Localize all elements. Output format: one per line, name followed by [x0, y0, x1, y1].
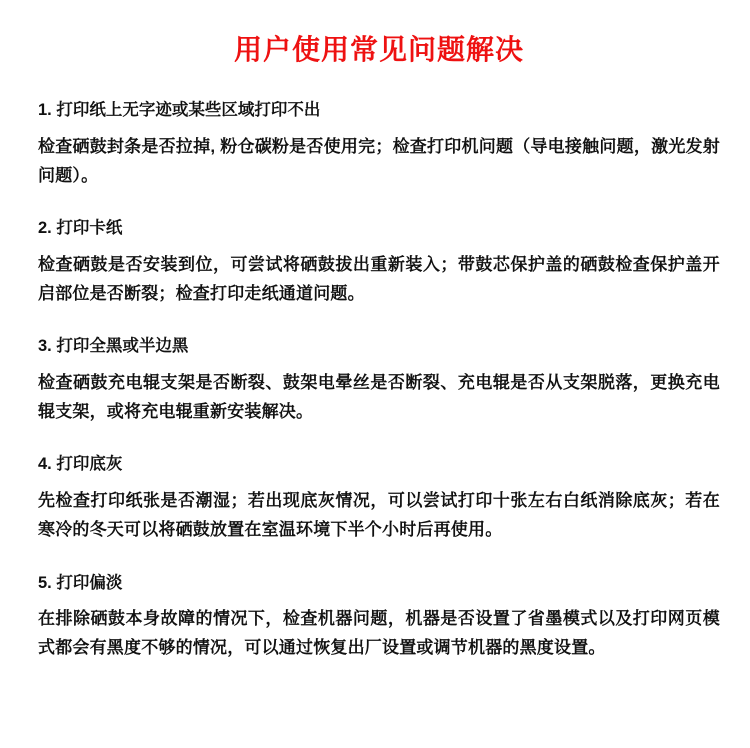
faq-item: [38, 452, 720, 544]
faq-answer: 先检查打印纸张是否潮湿；若出现底灰情况，可以尝试打印十张左右白纸消除底灰；若在寒冷的冬天可以将硒鼓放置在室温环境下半个小时后再使用。: [38, 491, 720, 540]
page-title: 用户使用常见问题解决: [233, 34, 524, 65]
faq-question: 3. 打印全黑或半边黑: [38, 337, 189, 356]
faq-question: 2. 打印卡纸: [38, 219, 123, 238]
faq-item: [38, 98, 720, 190]
faq-answer: 在排除硒鼓本身故障的情况下，检查机器问题，机器是否设置了省墨模式以及打印网页模式都会有黑度不够的情况，可以通过恢复出厂设置或调节机器的黑度设置。: [38, 609, 720, 658]
faq-item: [38, 216, 720, 308]
faq-item: [38, 334, 720, 426]
faq-answer: 检查硒鼓是否安装到位，可尝试将硒鼓拔出重新装入；带鼓芯保护盖的硒鼓检查保护盖开启部位是否断裂；检查打印走纸通道问题。: [38, 254, 720, 304]
faq-answer: 检查硒鼓充电辊支架是否断裂、鼓架电晕丝是否断裂、充电辊是否从支架脱落，更换充电辊支架，或将充电辊重新安装解决。: [38, 373, 720, 422]
faq-question: 1. 打印纸上无字迹或某些区域打印不出: [38, 101, 321, 120]
faq-question: 5. 打印偏淡: [38, 573, 123, 592]
faq-item: [38, 571, 720, 663]
faq-question: 4. 打印底灰: [38, 455, 123, 474]
faq-answer: 检查硒鼓封条是否拉掉, 粉仓碳粉是否使用完；检查打印机问题（导电接触问题，激光发射问题）。: [38, 136, 720, 186]
faq-list: [38, 98, 720, 662]
